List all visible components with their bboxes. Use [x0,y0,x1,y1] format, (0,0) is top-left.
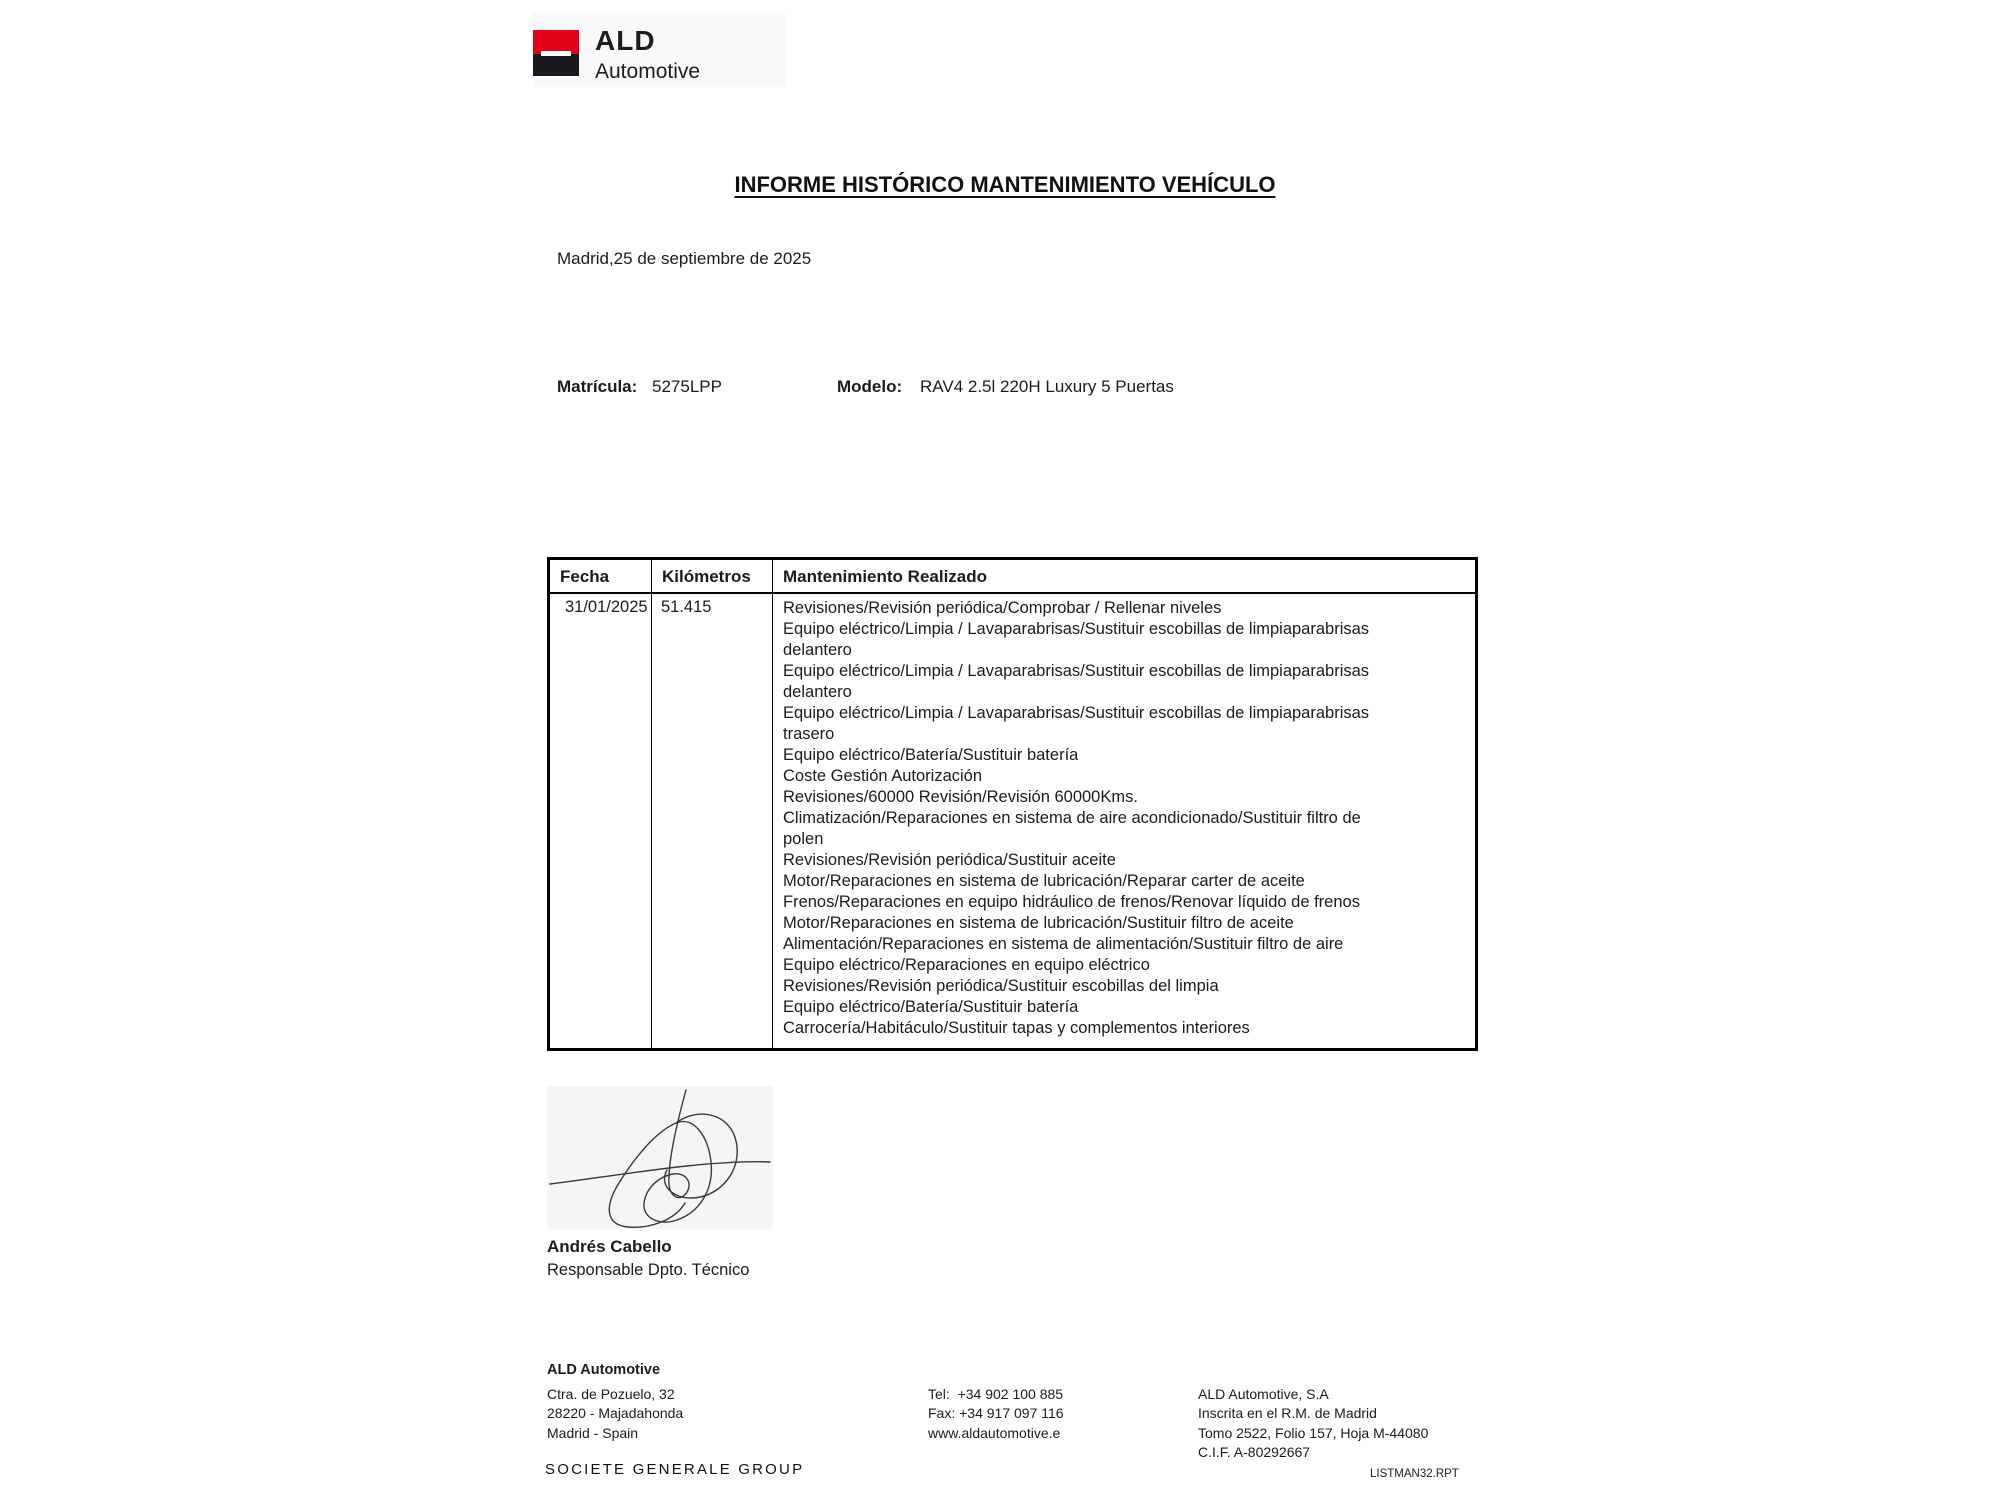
logo-text [595,27,700,82]
logo-white-bar [541,51,571,56]
logo-brand-name: ALD [595,25,656,56]
footer-contact-line: Fax: +34 917 097 116 [928,1405,1064,1422]
modelo-label: Modelo: [837,377,903,396]
header-kilometros: Kilómetros [652,560,773,592]
maintenance-line: Equipo eléctrico/Limpia / Lavaparabrisas/Sustituir escobillas de limpiaparabrisas [783,662,1370,680]
maintenance-line: Climatización/Reparaciones en sistema de aire acondicionado/Sustituir filtro de [783,809,1361,827]
footer-company-name: ALD Automotive [547,1362,661,1378]
footer-legal-line: ALD Automotive, S.A [1198,1386,1329,1402]
footer-contact-line: Tel: +34 902 100 885 [928,1386,1064,1402]
signature-image [547,1086,773,1229]
footer-address [547,1385,683,1443]
maintenance-line: Equipo eléctrico/Reparaciones en equipo eléctrico [783,956,1150,974]
maintenance-line: Revisiones/Revisión periódica/Sustituir aceite [783,851,1116,869]
footer-address-line: Madrid - Spain [547,1424,639,1441]
maintenance-line: Equipo eléctrico/Limpia / Lavaparabrisas/Sustituir escobillas de limpiaparabrisas [783,620,1370,638]
header-fecha: Fecha [550,560,652,592]
report-filename: LISTMAN32.RPT [1370,1468,1459,1480]
footer-contact-line: www.aldautomotive.e [928,1424,1061,1441]
matricula-label: Matrícula: [557,377,638,396]
footer-address-line: Ctra. de Pozuelo, 32 [547,1386,675,1402]
logo-black-square [533,54,579,76]
signatory-name: Andrés Cabello [547,1237,672,1256]
footer-contact [928,1385,1064,1443]
maintenance-line: trasero [783,725,835,743]
maintenance-line: Alimentación/Reparaciones en sistema de alimentación/Sustituir filtro de aire [783,935,1344,953]
footer-legal-line: Tomo 2522, Folio 157, Hoja M-44080 [1198,1424,1429,1441]
maintenance-line: Equipo eléctrico/Batería/Sustituir batería [783,998,1079,1016]
cell-kilometros: 51.415 [652,594,773,1048]
matricula-value: 5275LPP [652,377,722,396]
table-header-row [550,560,1475,594]
cell-fecha: 31/01/2025 [550,594,652,1048]
maintenance-line: polen [783,830,824,848]
date-line: Madrid,25 de septiembre de 2025 [557,249,812,268]
cell-maintenance-list [773,594,1475,1048]
page-title: INFORME HISTÓRICO MANTENIMIENTO VEHÍCULO [734,172,1276,197]
header-mantenimiento: Mantenimiento Realizado [783,567,988,586]
footer-legal-line: C.I.F. A-80292667 [1198,1444,1311,1461]
maintenance-table [547,557,1478,1051]
maintenance-line: Coste Gestión Autorización [783,767,983,785]
maintenance-line: Frenos/Reparaciones en equipo hidráulico de frenos/Renovar líquido de frenos [783,893,1360,911]
footer-legal [1198,1385,1428,1463]
maintenance-line: Motor/Reparaciones en sistema de lubricación/Sustituir filtro de aceite [783,914,1294,932]
maintenance-line: Equipo eléctrico/Limpia / Lavaparabrisas/Sustituir escobillas de limpiaparabrisas [783,704,1370,722]
maintenance-line: delantero [783,641,852,659]
maintenance-line: Revisiones/60000 Revisión/Revisión 60000Kms. [783,788,1138,806]
footer-address-line: 28220 - Majadahonda [547,1405,684,1422]
ald-logo-icon [533,30,579,76]
maintenance-line: Motor/Reparaciones en sistema de lubricación/Reparar carter de aceite [783,872,1305,890]
table-row [550,594,1475,1048]
modelo-value: RAV4 2.5l 220H Luxury 5 Puertas [920,377,1174,396]
maintenance-line: Revisiones/Revisión periódica/Comprobar / Rellenar niveles [783,599,1222,617]
logo-sub-name: Automotive [595,60,701,83]
maintenance-line: Revisiones/Revisión periódica/Sustituir escobillas del limpia [783,977,1219,995]
maintenance-line: delantero [783,683,852,701]
maintenance-line: Equipo eléctrico/Batería/Sustituir batería [783,746,1079,764]
maintenance-line: Carrocería/Habitáculo/Sustituir tapas y complementos interiores [783,1019,1250,1037]
footer-legal-line: Inscrita en el R.M. de Madrid [1198,1405,1377,1422]
societe-generale-group-label: SOCIETE GENERALE GROUP [545,1461,805,1478]
signature-scribble [547,1086,773,1229]
signatory-role: Responsable Dpto. Técnico [547,1261,750,1279]
